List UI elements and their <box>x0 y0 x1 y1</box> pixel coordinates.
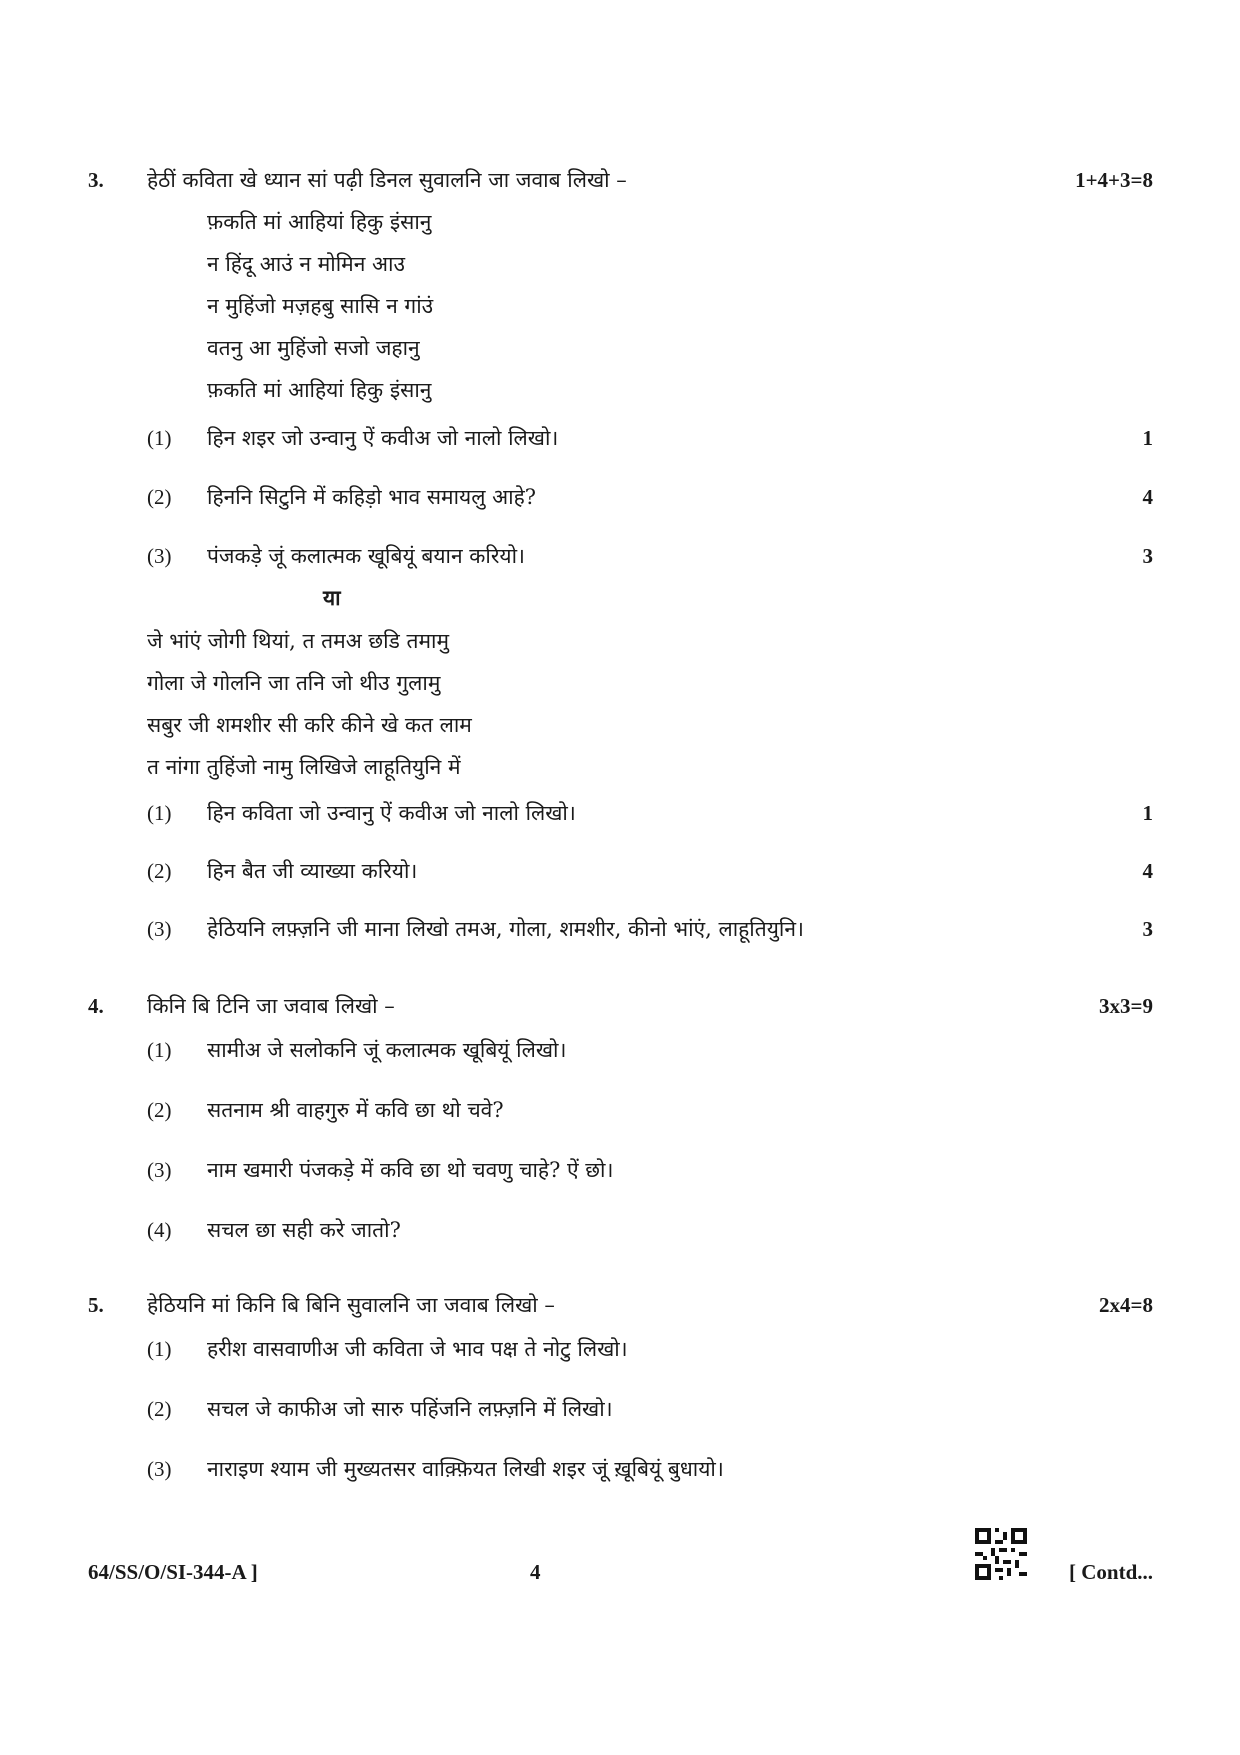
question-text: किनि बि टिनि जा जवाब लिखो – <box>147 994 395 1018</box>
sub-question-text: पंजकड़े जूं कलात्मक खूबियूं बयान करियो। <box>207 544 526 568</box>
question-5-header <box>0 1287 1240 1327</box>
sub-question <box>0 479 1240 519</box>
question-text: हेठियनि मां किनि बि बिनि सुवालनि जा जवाब लिखो – <box>147 1293 555 1317</box>
sub-question-number: (3) <box>147 917 172 941</box>
poem-line: वतनु आ मुहिंजो सजो जहानु <box>207 336 420 360</box>
sub-question-text: हेठियनि लफ़्ज़नि जी माना लिखो तमअ, गोला, शमशीर, कीनो भांएं, लाहूतियुनि। <box>207 917 804 941</box>
poem-line: फ़कति मां आहियां हिकु इंसानु <box>207 210 432 234</box>
poem-line: न मुहिंजो मज़हबु सासि न गांउं <box>207 294 434 318</box>
poem-line: न हिंदू आउं न मोमिन आउ <box>207 252 406 276</box>
sub-question-number: (2) <box>147 485 172 509</box>
question-4-header <box>0 988 1240 1028</box>
sub-question-text: हिन शइर जो उन्वानु ऐं कवीअ जो नालो लिखो। <box>207 426 559 450</box>
sub-question: (1) सामीअ जे सलोकनि जूं कलात्मक खूबियूं लिखो। <box>147 1038 567 1062</box>
sub-question <box>0 538 1240 578</box>
sub-question: (1) हरीश वासवाणीअ जी कविता जे भाव पक्ष ते नोटु लिखो। <box>147 1337 628 1361</box>
sub-question <box>0 795 1240 835</box>
sub-question-number: (1) <box>147 426 172 450</box>
question-number: 4. <box>88 994 104 1018</box>
sub-question: (2) सचल जे काफीअ जो सारु पहिंजनि लफ़्ज़नि में लिखो। <box>147 1397 613 1421</box>
paper-code: 64/SS/O/SI-344-A ] <box>88 1560 258 1584</box>
sub-question-number: (3) <box>147 544 172 568</box>
question-text: हेठीं कविता खे ध्यान सां पढ़ी डिनल सुवालनि जा जवाब लिखो – <box>147 168 627 192</box>
sub-question-text: हिन कविता जो उन्वानु ऐं कवीअ जो नालो लिखो। <box>207 801 576 825</box>
sub-question-marks: 1 <box>1142 801 1153 825</box>
continued-label: [ Contd... <box>1068 1560 1153 1584</box>
sub-question-number: (2) <box>147 859 172 883</box>
sub-question-marks: 4 <box>1142 859 1153 883</box>
sub-question-text: हिननि सिटुनि में कहिड़ो भाव समायलु आहे? <box>207 485 537 509</box>
sub-question <box>0 420 1240 460</box>
question-marks: 3x3=9 <box>1099 994 1153 1018</box>
poem-line: फ़कति मां आहियां हिकु इंसानु <box>207 378 432 402</box>
sub-question-marks: 3 <box>1142 544 1153 568</box>
sub-question-marks: 3 <box>1142 917 1153 941</box>
sub-question-marks: 4 <box>1142 485 1153 509</box>
or-label: या <box>323 585 341 610</box>
question-number: 3. <box>88 168 104 192</box>
poem2-line: जे भांएं जोगी थियां, त तमअ छडि तमामु <box>147 629 450 653</box>
question-number: 5. <box>88 1293 104 1317</box>
question-marks: 1+4+3=8 <box>1075 168 1153 192</box>
sub-question <box>0 853 1240 893</box>
qr-code-icon <box>975 1528 1027 1580</box>
sub-question: (2) सतनाम श्री वाहगुरु में कवि छा थो चवे? <box>147 1098 504 1122</box>
question-marks: 2x4=8 <box>1099 1293 1153 1317</box>
poem2-line: गोला जे गोलनि जा तनि जो थीउ गुलामु <box>147 671 441 695</box>
sub-question-marks: 1 <box>1142 426 1153 450</box>
sub-question <box>0 911 1240 951</box>
sub-question: (4) सचल छा सही करे जातो? <box>147 1218 401 1242</box>
page-number: 4 <box>530 1560 541 1584</box>
question-3-header <box>0 162 1240 202</box>
sub-question-number: (1) <box>147 801 172 825</box>
poem2-line: त नांगा तुहिंजो नामु लिखिजे लाहूतियुनि में <box>147 755 461 779</box>
poem2-line: सबुर जी शमशीर सी करि कीने खे कत लाम <box>147 713 472 737</box>
sub-question: (3) नाम खमारी पंजकड़े में कवि छा थो चवणु चाहे? ऐं छो। <box>147 1158 614 1182</box>
sub-question-text: हिन बैत जी व्याख्या करियो। <box>207 859 418 883</box>
sub-question: (3) नाराइण श्याम जी मुख्यतसर वाक़्फ़ियत लिखी शइर जूं ख़ूबियूं बुधायो। <box>147 1457 724 1481</box>
